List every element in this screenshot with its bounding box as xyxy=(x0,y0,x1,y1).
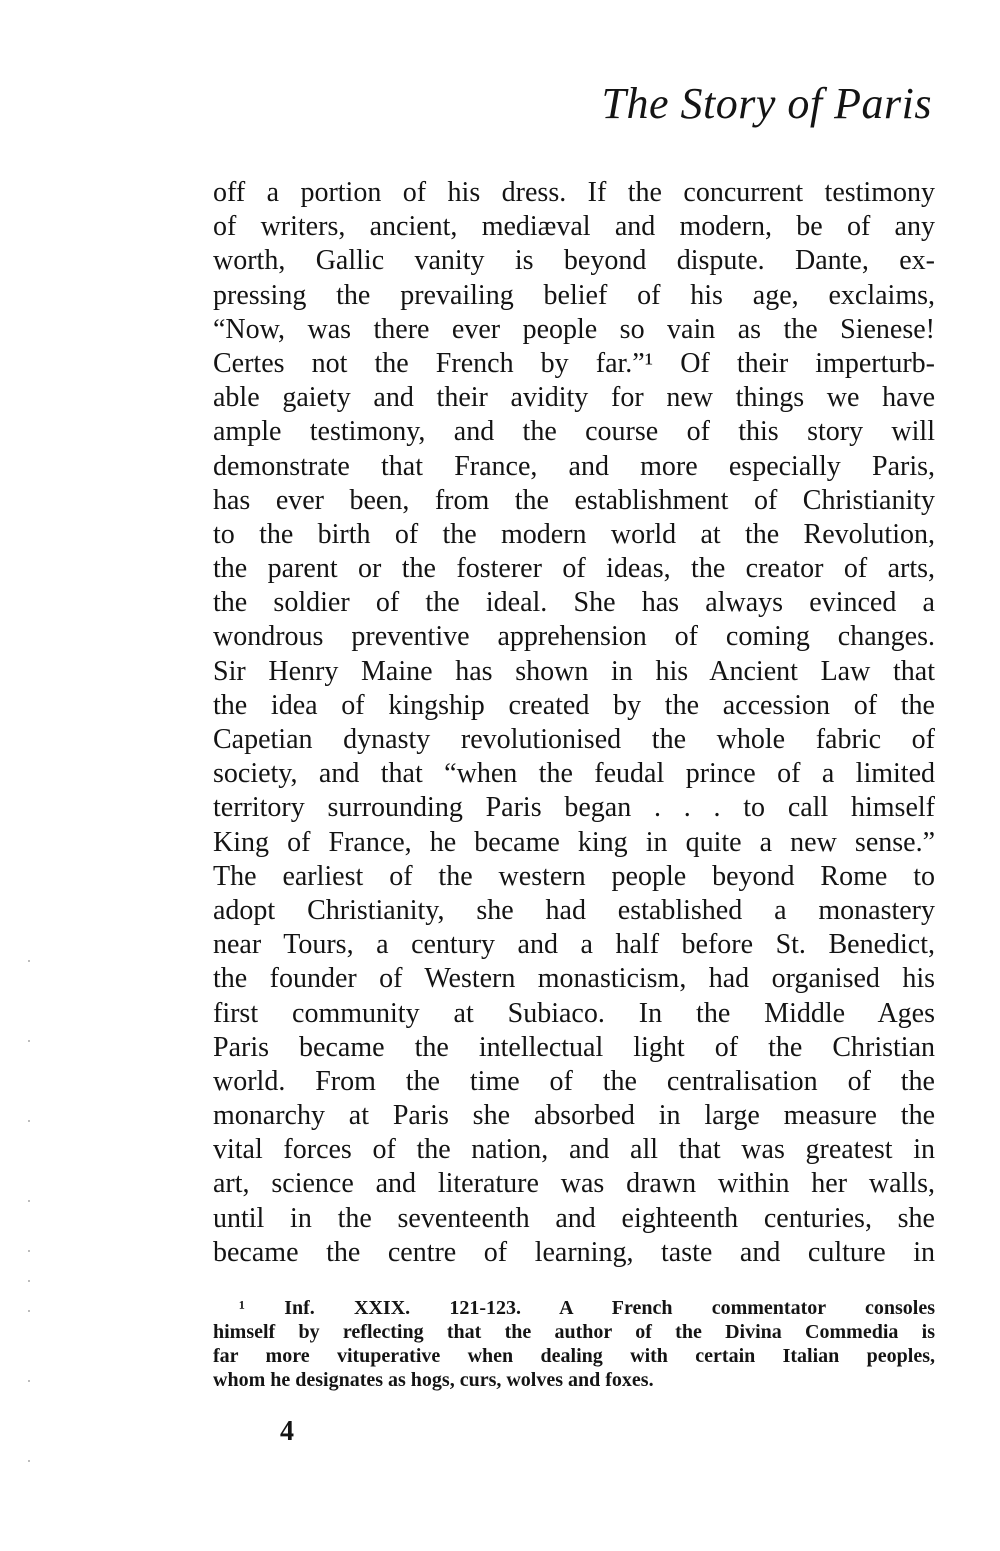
body-line: vital forces of the nation, and all that was greatest in xyxy=(213,1134,935,1166)
footnote-line: whom he designates as hogs, curs, wolves and foxes. xyxy=(213,1369,654,1391)
body-line: became the centre of learning, taste and culture in xyxy=(213,1236,935,1268)
body-line: able gaiety and their avidity for new things we have xyxy=(213,382,935,414)
body-line: worth, Gallic vanity is beyond dispute. Dante, ex- xyxy=(213,245,935,277)
body-line: Capetian dynasty revolutionised the whole fabric of xyxy=(213,724,935,755)
body-line: Certes not the French by far.”¹ Of their imperturb- xyxy=(213,347,935,379)
body-line: pressing the prevailing belief of his age, exclaims, xyxy=(213,279,935,311)
body-line: world. From the time of the centralisation of the xyxy=(213,1065,935,1097)
footnote-line: himself by reflecting that the author of the Divina Commedia is xyxy=(213,1321,935,1343)
body-line: the parent or the fosterer of ideas, the creator of arts, xyxy=(213,553,935,585)
body-line: has ever been, from the establishment of Christianity xyxy=(213,484,935,516)
body-line: monarchy at Paris she absorbed in large measure the xyxy=(213,1100,935,1132)
scan-specks xyxy=(28,960,42,1520)
body-line: Paris became the intellectual light of the Christian xyxy=(213,1031,935,1063)
body-line: the idea of kingship created by the accession of the xyxy=(213,689,935,721)
body-line: near Tours, a century and a half before St. Benedict, xyxy=(213,929,935,961)
page-number: 4 xyxy=(280,1416,294,1447)
body-line: King of France, he became king in quite a new sense.” xyxy=(213,826,935,858)
body-line: territory surrounding Paris began . . . to call himself xyxy=(213,792,935,824)
body-line: wondrous preventive apprehension of coming changes. xyxy=(213,621,935,653)
footnote xyxy=(213,1296,935,1392)
body-text xyxy=(213,176,935,1270)
body-line: off a portion of his dress. If the concurrent testimony xyxy=(213,177,935,208)
body-line: to the birth of the modern world at the Revolution, xyxy=(213,518,935,550)
footnote-line: far more vituperative when dealing with certain Italian peoples, xyxy=(213,1345,935,1367)
body-line: the founder of Western monasticism, had organised his xyxy=(213,963,935,995)
body-line: art, science and literature was drawn within her walls, xyxy=(213,1168,935,1200)
footnote-line: ¹ Inf. XXIX. 121-123. A French commentator consoles xyxy=(239,1297,935,1319)
body-line: “Now, was there ever people so vain as the Sienese! xyxy=(213,313,935,345)
body-line: adopt Christianity, she had established a monastery xyxy=(213,894,935,926)
body-line: ample testimony, and the course of this story will xyxy=(213,416,935,448)
body-line: The earliest of the western people beyond Rome to xyxy=(213,860,935,892)
body-line: until in the seventeenth and eighteenth centuries, she xyxy=(213,1202,935,1234)
body-line: Sir Henry Maine has shown in his Ancient Law that xyxy=(213,655,935,687)
body-line: demonstrate that France, and more especially Paris, xyxy=(213,450,935,482)
body-line: first community at Subiaco. In the Middle Ages xyxy=(213,997,935,1029)
body-line: of writers, ancient, mediæval and modern, be of any xyxy=(213,211,935,243)
running-head: The Story of Paris xyxy=(601,79,932,128)
body-line: society, and that “when the feudal prince of a limited xyxy=(213,758,935,790)
body-line: the soldier of the ideal. She has always evinced a xyxy=(213,587,935,619)
